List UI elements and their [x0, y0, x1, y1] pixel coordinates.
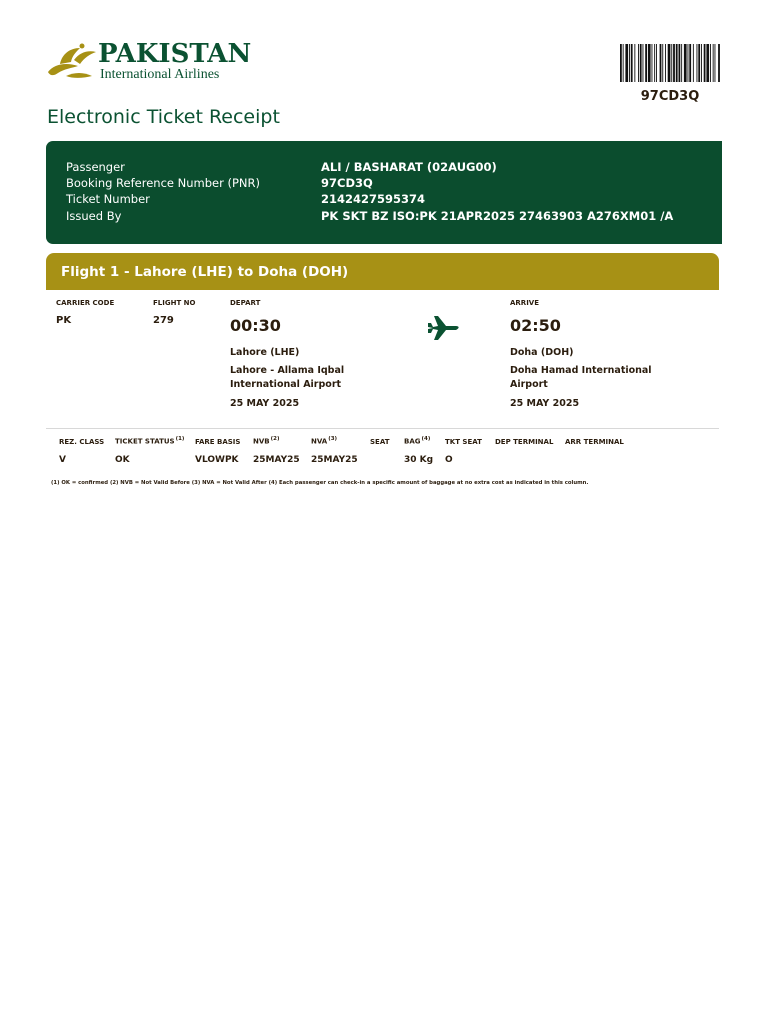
passenger-value: ALI / BASHARAT (02AUG00) [321, 160, 497, 174]
section-divider [46, 428, 719, 429]
arr-terminal-header: ARR TERMINAL [565, 438, 624, 446]
depart-time: 00:30 [230, 316, 281, 335]
ticket-number-value: 2142427595374 [321, 192, 426, 206]
flight-title: Flight 1 - Lahore (LHE) to Doha (DOH) [61, 264, 349, 280]
logo-wordmark: PAKISTAN [98, 39, 252, 69]
passenger-info-panel [46, 141, 722, 244]
fare-basis-value: VLOWPK [195, 455, 239, 465]
arrive-city: Doha (DOH) [510, 347, 574, 358]
depart-city: Lahore (LHE) [230, 347, 300, 358]
dep-terminal-header: DEP TERMINAL [495, 438, 554, 446]
carrier-code-value: PK [56, 315, 72, 326]
fare-basis-header: FARE BASIS [195, 438, 241, 446]
barcode-label: 97CD3Q [640, 89, 700, 104]
pnr-value: 97CD3Q [321, 176, 373, 190]
depart-label: DEPART [230, 299, 261, 307]
nva-value: 25MAY25 [311, 455, 358, 465]
arrive-date: 25 MAY 2025 [510, 398, 580, 409]
bag-value: 30 Kg [404, 455, 434, 465]
flight-no-value: 279 [153, 315, 174, 326]
barcode [620, 44, 720, 82]
page-title: Electronic Ticket Receipt [47, 106, 280, 128]
depart-date: 25 MAY 2025 [230, 398, 300, 409]
issued-by-label: Issued By [66, 209, 122, 223]
passenger-label: Passenger [66, 160, 125, 174]
pia-logo [44, 40, 254, 86]
pia-emblem-icon [44, 42, 98, 82]
tkt-seat-value: O [445, 455, 453, 465]
seat-header: SEAT [370, 438, 390, 446]
ticket-number-label: Ticket Number [66, 192, 150, 206]
arrive-label: ARRIVE [510, 299, 540, 307]
flight-header-bar [46, 253, 719, 290]
rez-class-value: V [59, 455, 66, 465]
nvb-header: NVB$^{(2)}$ [253, 436, 280, 446]
bag-header: BAG$^{(4)}$ [404, 436, 431, 446]
issued-by-value: PK SKT BZ ISO:PK 21APR2025 27463903 A276XM01 /A [321, 209, 674, 223]
carrier-code-label: CARRIER CODE [56, 299, 115, 307]
footnote: (1) OK = confirmed (2) NVB = Not Valid Before (3) NVA = Not Valid After (4) Each passenger can check-in a specific amount of baggage at no extra cost as indicated in this column. [51, 480, 589, 486]
airplane-icon [426, 314, 460, 342]
flight-no-label: FLIGHT NO [153, 299, 196, 307]
rez-class-header: REZ. CLASS [59, 438, 105, 446]
arrive-time: 02:50 [510, 316, 561, 335]
nva-header: NVA$^{(3)}$ [311, 436, 338, 446]
ticket-status-value: OK [115, 455, 130, 465]
depart-airport: Lahore - Allama Iqbal International Airport [230, 365, 345, 390]
logo-subtitle: International Airlines [100, 67, 220, 82]
pnr-label: Booking Reference Number (PNR) [66, 176, 260, 190]
tkt-seat-header: TKT SEAT [445, 438, 482, 446]
ticket-status-header: TICKET STATUS$^{(1)}$ [115, 436, 185, 446]
nvb-value: 25MAY25 [253, 455, 300, 465]
arrive-airport: Doha Hamad International Airport [510, 365, 652, 390]
